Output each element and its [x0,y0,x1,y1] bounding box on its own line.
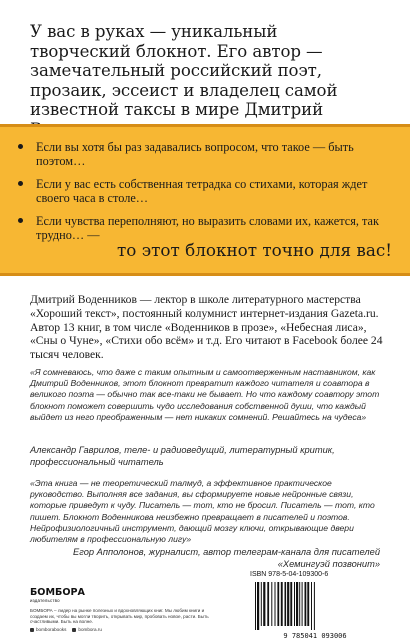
barcode-bar [305,582,307,626]
barcode-digits: 9 785041 093006 [283,632,347,640]
barcode-bar [285,582,287,626]
social-handle: bomborabooks [30,627,66,632]
social-site: bombora.ru [72,627,102,632]
barcode-bar [277,582,279,626]
bullet-dot-icon [18,218,23,223]
bullet-dot-icon [18,144,23,149]
publisher-logo-subtitle: издательство [30,598,60,603]
bullet-dot-icon [18,181,23,186]
isbn-label: ISBN 978-5-04-109300-6 [250,571,329,578]
bullet-text: Если вы хотя бы раз задавались вопросом, что такое — быть поэтом… [36,140,354,168]
barcode-bar [290,582,292,626]
publisher-logo: БОМБОРА [30,587,85,598]
intro-paragraph: У вас в руках — уникальный творческий блокнот. Его автор — замечательный российский поэт, прозаик, эссеист и владелец самой известной таксы в мире Дмитрий [30,22,338,119]
bullet-item [12,140,392,168]
barcode-bar [314,582,315,630]
author-bio: Дмитрий Воденников — лектор в школе литературного мастерства «Хороший текст», постоянный колумнист интернет-издания Gazeta.ru. Автор 13 книг, в том числе «Воденников в прозе», «Небесная лиса», «Сны о Чуне», «Стихи обо всём» и т.д. Его читают в Facebook более 24 тысяч человек. [30,293,383,362]
barcode-bar [294,582,295,626]
bullet-text: Если чувства переполняют, но выразить словами их, кажется, так трудно… — [36,214,379,242]
barcode-bar [302,582,303,626]
review-quote: «Я сомневаюсь, что даже с таким опытным и самоотверженным наставником, как Дмитрий Воденников, этот блокнот превратит каждого читателя и соавтора в великого поэта — обычно так все-таки не бывает. Но что каждому соавтору этот блокнот поможет совершить чудо исследования собственной души, что каждый выйдет из него преображенным — нет никаких сомнений. Решайтесь на чудеса» [30,367,380,422]
barcode-bar [271,582,272,626]
social-icon [30,628,34,632]
bullet-list [12,140,392,251]
barcode-bar [261,582,262,626]
barcode-bar [287,582,289,626]
barcode-bar [299,582,300,626]
review-attribution: Александр Гаврилов, теле- и радиоведущий, литературный критик, профессиональный читатель [30,445,335,467]
web-icon [72,628,76,632]
punchline: то этот блокнот точно для вас! [117,240,392,260]
barcode-bar [296,582,298,626]
publisher-description: БОМБОРА – лидер на рынке полезных и вдохновляющих книг. Мы любим книги и создаем их, чтобы вы могли творить, открывать мир, пробовать новое, расти. Быть счастливыми. Быть на волне. [30,608,209,625]
barcode-bar [275,582,276,626]
bullet-item [12,214,392,242]
review-attribution: Егор Апполонов, журналист, автор телеграм-канала для писателей «Хемингуэй позвонит» [73,547,380,569]
barcode-bar [311,582,312,630]
publisher-social [30,627,102,632]
review-quote: «Эта книга — не теоретический талмуд, а эффективное практическое руководство. Выполняя все задания, вы сформируете новые нейронные связи, которые приведут к чуду. Писатель — тот, кто не бросил. Писатель — тот, кто пишет. Блокнот Воденникова неизбежно превращает в писателей и поэтов. Нейрофизиологичный инструмент, дающий мозгу ключи, открывающие двери любителям в профессиональную лигу» [30,478,375,545]
bullet-item [12,177,392,205]
bullet-text: Если у вас есть собственная тетрадка со стихами, которая ждет своего часа в столе… [36,177,368,205]
barcode-bar [263,582,265,626]
barcode-bar [281,582,283,626]
barcode-bar [255,582,256,630]
barcode-icon [247,580,383,640]
barcode-bar [267,582,269,626]
barcode-bar [307,582,309,626]
barcode-bar [257,582,259,630]
